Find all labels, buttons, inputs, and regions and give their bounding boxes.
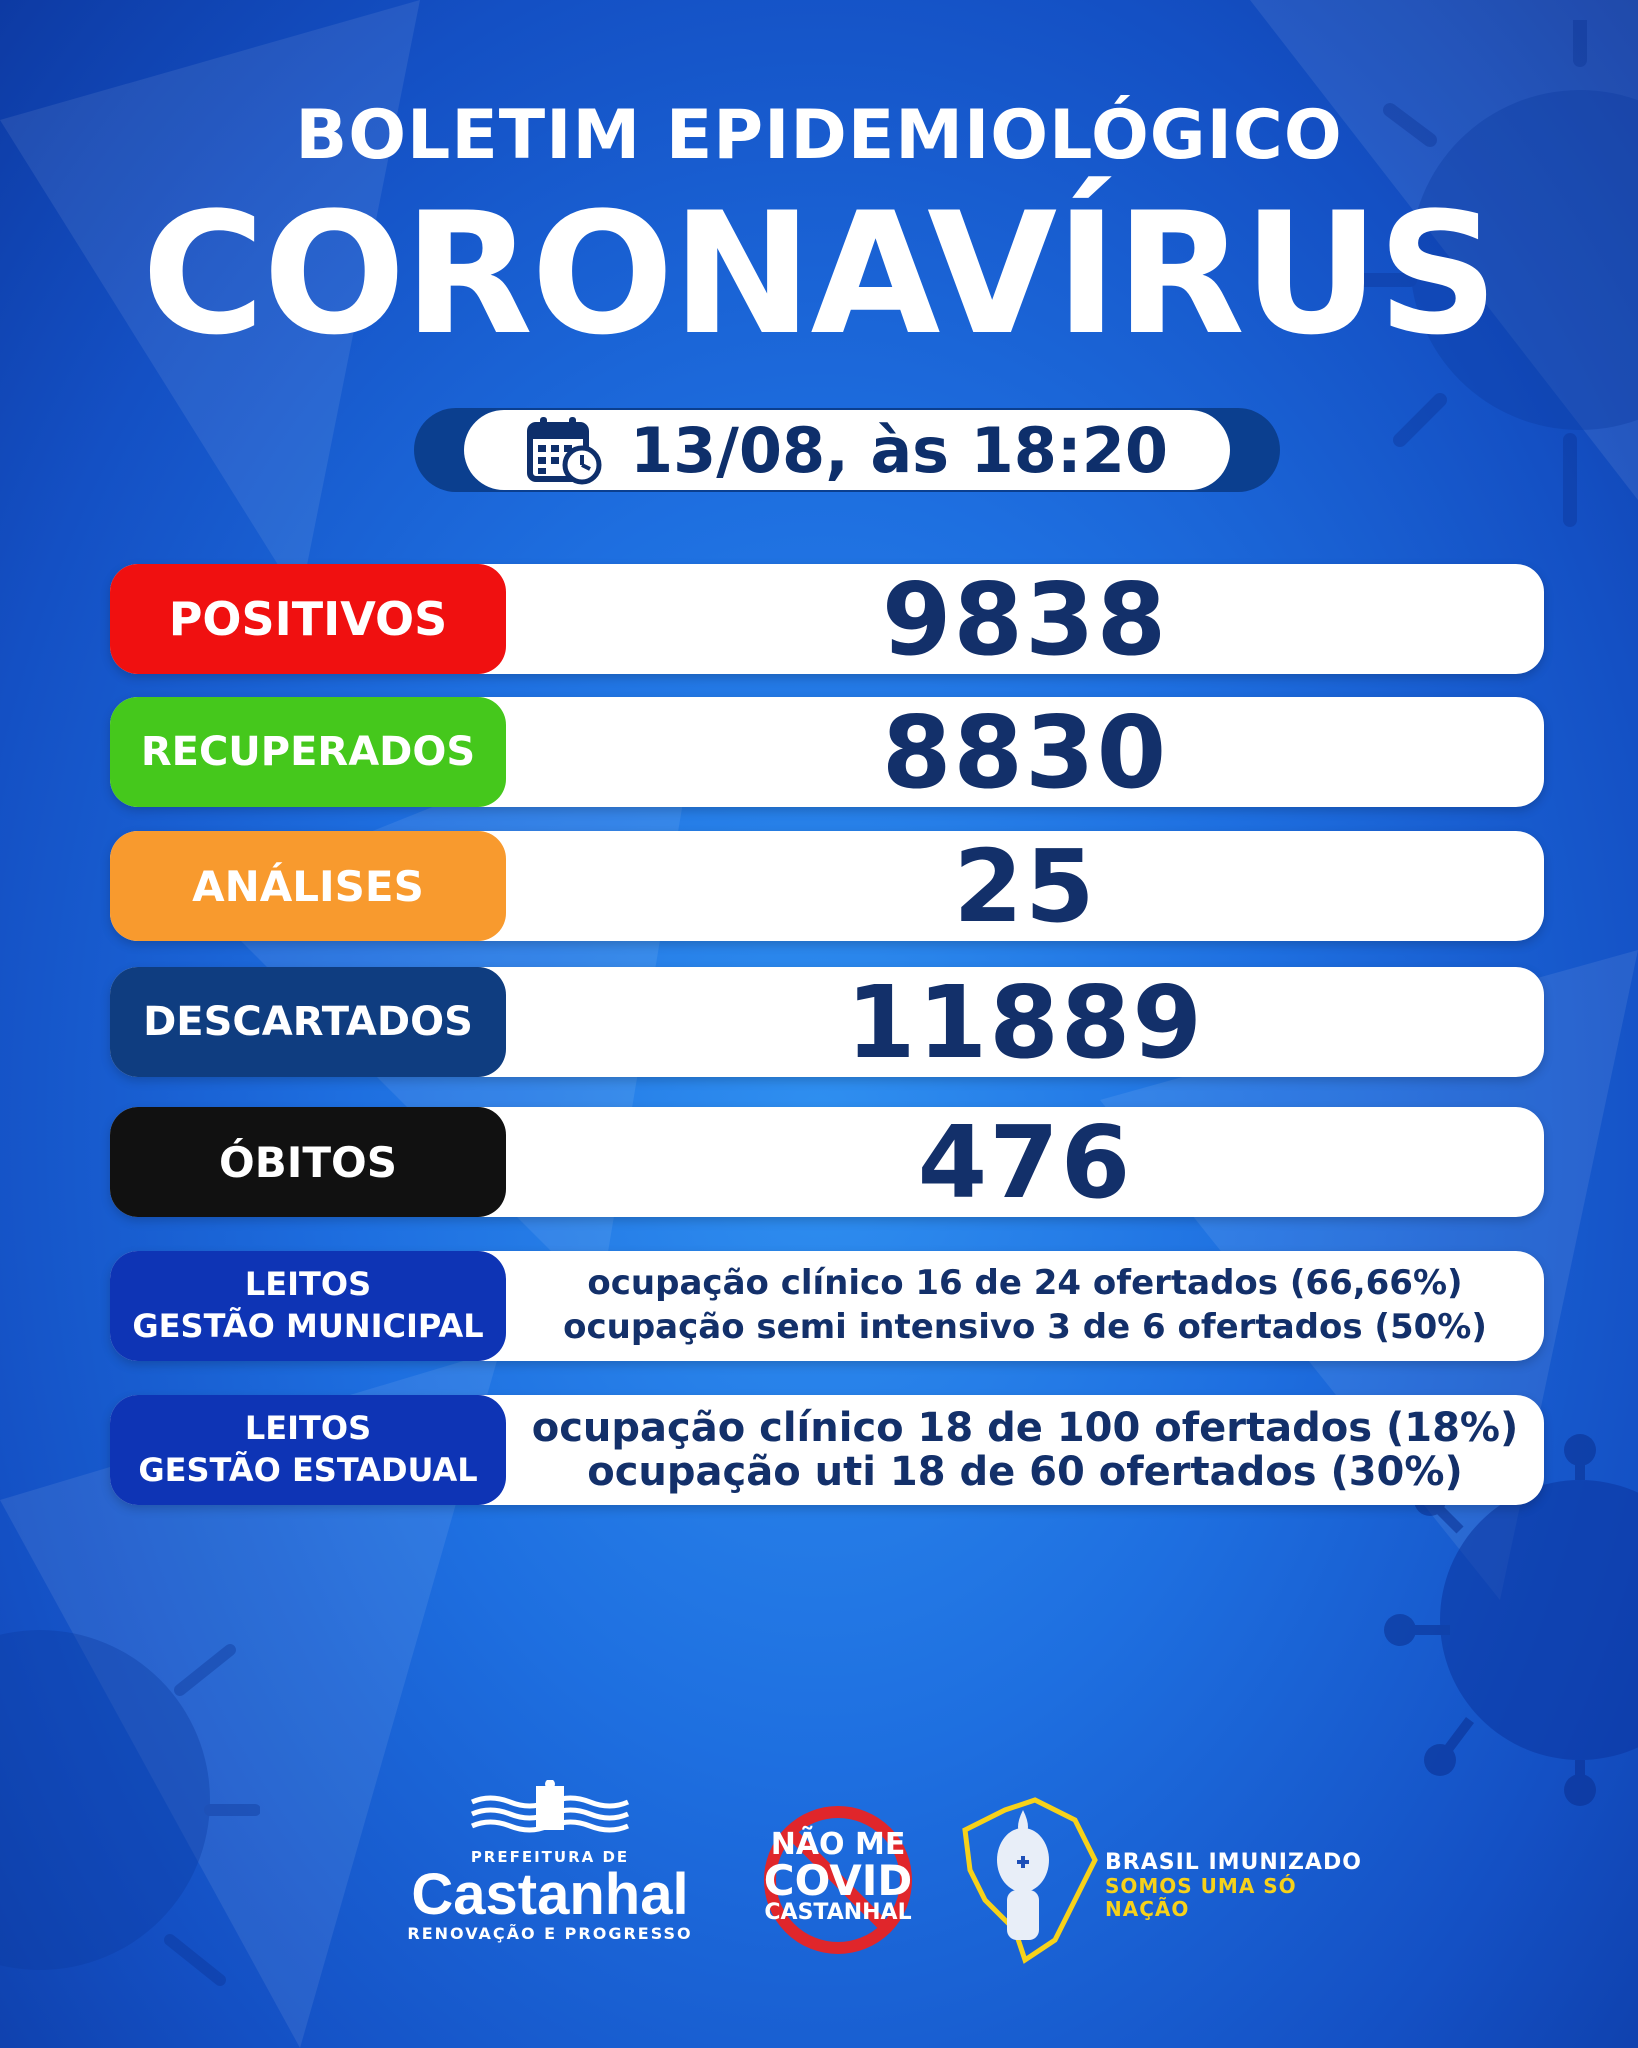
stat-label: POSITIVOS bbox=[110, 564, 506, 674]
beds-label-line1: LEITOS bbox=[244, 1409, 372, 1448]
bulletin-title: CORONAVÍRUS bbox=[141, 176, 1497, 372]
calendar-clock-icon bbox=[526, 415, 602, 485]
stat-row-obitos bbox=[110, 1103, 1544, 1221]
stat-row-analises bbox=[110, 827, 1544, 945]
stat-label: RECUPERADOS bbox=[110, 697, 506, 807]
beds-occupancy bbox=[506, 1251, 1544, 1361]
stat-row-descartados bbox=[110, 963, 1544, 1081]
stat-value: 476 bbox=[917, 1103, 1133, 1221]
covid-logo-line3: CASTANHAL bbox=[764, 1900, 912, 1925]
nao-me-covid-logo bbox=[758, 1800, 918, 1960]
stat-value: 11889 bbox=[846, 963, 1204, 1081]
beds-occupancy-line1: ocupação clínico 16 de 24 ofertados (66,66%) bbox=[587, 1263, 1463, 1304]
stat-value: 25 bbox=[953, 827, 1097, 945]
stat-row-positivos bbox=[110, 560, 1544, 678]
beds-row-estadual bbox=[110, 1395, 1544, 1505]
beds-row-municipal bbox=[110, 1251, 1544, 1361]
beds-occupancy bbox=[506, 1395, 1544, 1505]
bulletin-subtitle: BOLETIM EPIDEMIOLÓGICO bbox=[295, 96, 1343, 175]
stat-label: ANÁLISES bbox=[110, 831, 506, 941]
castanhal-logo bbox=[400, 1780, 700, 1943]
beds-label-line1: LEITOS bbox=[244, 1265, 372, 1304]
brasil-logo-line1: BRASIL IMUNIZADO bbox=[1105, 1850, 1362, 1875]
stat-value: 9838 bbox=[881, 560, 1169, 678]
beds-occupancy-line2: ocupação semi intensivo 3 de 6 ofertados (50%) bbox=[563, 1307, 1487, 1347]
date-text: 13/08, às 18:20 bbox=[629, 413, 1169, 487]
brazil-map-mascot-icon bbox=[955, 1790, 1105, 1970]
stat-label: DESCARTADOS bbox=[110, 967, 506, 1077]
virus-bottom-left-icon bbox=[0, 1540, 260, 2040]
covid-logo-line1: NÃO ME bbox=[770, 1827, 906, 1862]
city-crest-icon bbox=[470, 1780, 630, 1844]
brasil-logo-line2: SOMOS UMA SÓ NAÇÃO bbox=[1105, 1874, 1297, 1922]
beds-label bbox=[110, 1251, 506, 1361]
beds-label bbox=[110, 1395, 506, 1505]
beds-occupancy-line1: ocupação clínico 18 de 100 ofertados (18%) bbox=[531, 1405, 1519, 1451]
beds-label-line2: GESTÃO MUNICIPAL bbox=[132, 1307, 484, 1345]
stat-row-recuperados bbox=[110, 693, 1544, 811]
beds-label-line2: GESTÃO ESTADUAL bbox=[138, 1451, 478, 1489]
date-pill bbox=[464, 410, 1230, 490]
castanhal-logo-name: Castanhal bbox=[411, 1862, 689, 1927]
brasil-imunizado-logo bbox=[955, 1790, 1375, 1970]
stat-value: 8830 bbox=[881, 693, 1169, 811]
castanhal-logo-top: PREFEITURA DE bbox=[470, 1848, 630, 1866]
stat-label: ÓBITOS bbox=[110, 1107, 506, 1217]
covid-logo-line2: COVID bbox=[763, 1856, 913, 1905]
beds-occupancy-line2: ocupação uti 18 de 60 ofertados (30%) bbox=[587, 1449, 1463, 1495]
castanhal-logo-bottom: RENOVAÇÃO E PROGRESSO bbox=[407, 1924, 693, 1943]
